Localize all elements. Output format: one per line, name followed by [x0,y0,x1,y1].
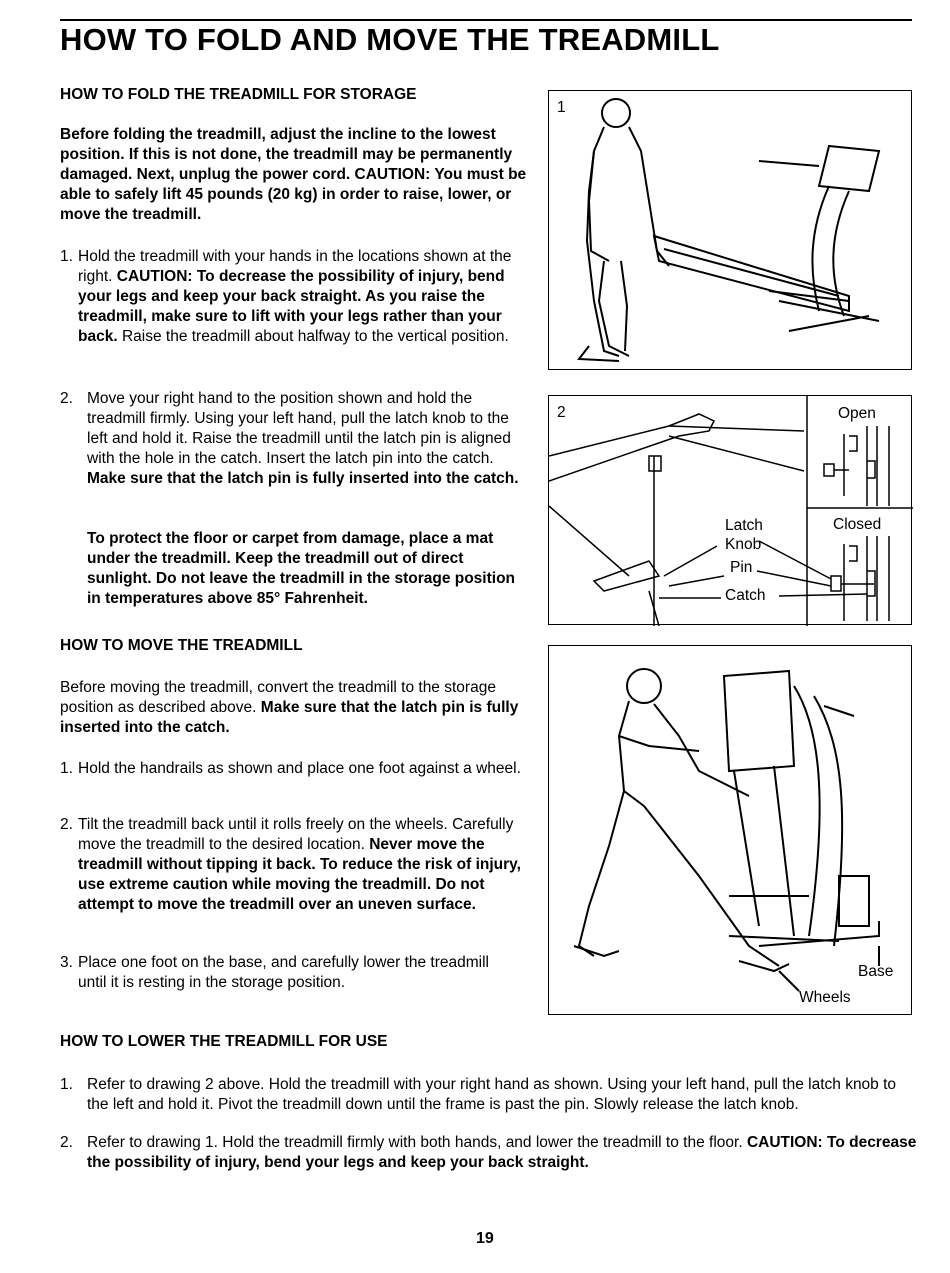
move-step-1 [60,759,530,779]
move-intro-text: Before moving the treadmill, convert the treadmill to the storage position as described above. [60,679,496,716]
base-label: Base [858,963,894,980]
fold-intro: Before folding the treadmill, adjust the incline to the lowest position. If this is not done, the treadmill may be permanently damaged. Next, unplug the power cord. CAUTION: You must be able to safely lift 45 pounds (20 kg) in order to raise, lower, or move the treadmill. [60,126,527,223]
fold-step-1-end: Raise the treadmill about halfway to the vertical position. [121,328,509,345]
catch-label: Catch [725,587,766,604]
latch-knob-label: Latch Knob [725,517,763,553]
move-step-1-number: 1. [60,760,73,777]
lower-step-1-number: 1. [60,1076,73,1093]
figure-1-number: 1 [557,99,566,116]
lower-heading: HOW TO LOWER THE TREADMILL FOR USE [60,1033,388,1050]
move-intro-warning: Make sure that the latch pin is fully inserted into the catch. [60,699,519,736]
move-step-2-text: Tilt the treadmill back until it rolls freely on the wheels. Carefully move the treadmill to the desired location. [78,816,514,853]
figure-1-illustration [549,91,913,371]
fold-step-2 [60,389,530,489]
move-step-2-warning: Never move the treadmill without tipping it back. To reduce the risk of injury, use extreme caution while moving the treadmill. Do not attempt to move the treadmill over an uneven surface. [78,836,521,913]
move-step-2 [60,815,530,915]
figure-2-latch-detail [548,395,912,625]
fold-heading: HOW TO FOLD THE TREADMILL FOR STORAGE [60,86,417,103]
figure-3-illustration [549,646,913,1016]
page-title: HOW TO FOLD AND MOVE THE TREADMILL [60,22,720,57]
fold-step-2-text: Move your right hand to the position shown and hold the treadmill firmly. Using your left hand, pull the latch knob to the left and hold it. Raise the treadmill until the latch pin is aligned with the hole in the catch. Insert the latch pin into the catch. [87,390,511,467]
lower-step-1-text: Refer to drawing 2 above. Hold the treadmill with your right hand as shown. Using your left hand, pull the latch knob to the left and hold it. Pivot the treadmill down until the frame is past the pin. Slowly release the latch knob. [87,1076,897,1113]
lower-step-2-number: 2. [60,1134,73,1151]
move-step-3-number: 3. [60,954,73,971]
move-step-1-text: Hold the handrails as shown and place one foot against a wheel. [78,760,521,777]
move-heading: HOW TO MOVE THE TREADMILL [60,637,303,654]
closed-label: Closed [833,516,882,533]
fold-step-2-number: 2. [60,390,73,407]
lower-step-2-caution: CAUTION: To decrease the possibility of injury, bend your legs and keep your back straight. [87,1134,917,1171]
lower-step-2 [60,1133,920,1173]
figure-2-number: 2 [557,404,566,421]
move-step-3 [60,953,520,993]
move-step-3-text: Place one foot on the base, and carefully lower the treadmill until it is resting in the storage position. [78,954,489,991]
fold-step-1 [60,247,530,347]
fold-step-1-text: Hold the treadmill with your hands in the locations shown at the right. [78,248,512,285]
fold-protect-note: To protect the floor or carpet from damage, place a mat under the treadmill. Keep the treadmill out of direct sunlight. Do not leave the treadmill in the storage position in temperatures above 85° Fahrenheit. [87,530,516,607]
fold-step-1-number: 1. [60,248,73,265]
pin-label: Pin [730,559,753,576]
figure-3-move-treadmill [548,645,912,1015]
figure-1-lift-treadmill [548,90,912,370]
fold-step-1-caution: CAUTION: To decrease the possibility of injury, bend your legs and keep your back straight. As you raise the treadmill, make sure to lift with your legs rather than your back. [78,268,505,345]
move-intro [60,678,530,738]
lower-step-1 [60,1075,920,1115]
lower-step-2-text: Refer to drawing 1. Hold the treadmill firmly with both hands, and lower the treadmill to the floor. [87,1134,743,1151]
fold-step-2-warning: Make sure that the latch pin is fully inserted into the catch. [87,470,519,487]
move-step-2-number: 2. [60,816,73,833]
title-rule [60,19,912,21]
page-number: 19 [476,1230,494,1247]
wheels-label: Wheels [799,989,851,1006]
open-label: Open [838,405,876,422]
